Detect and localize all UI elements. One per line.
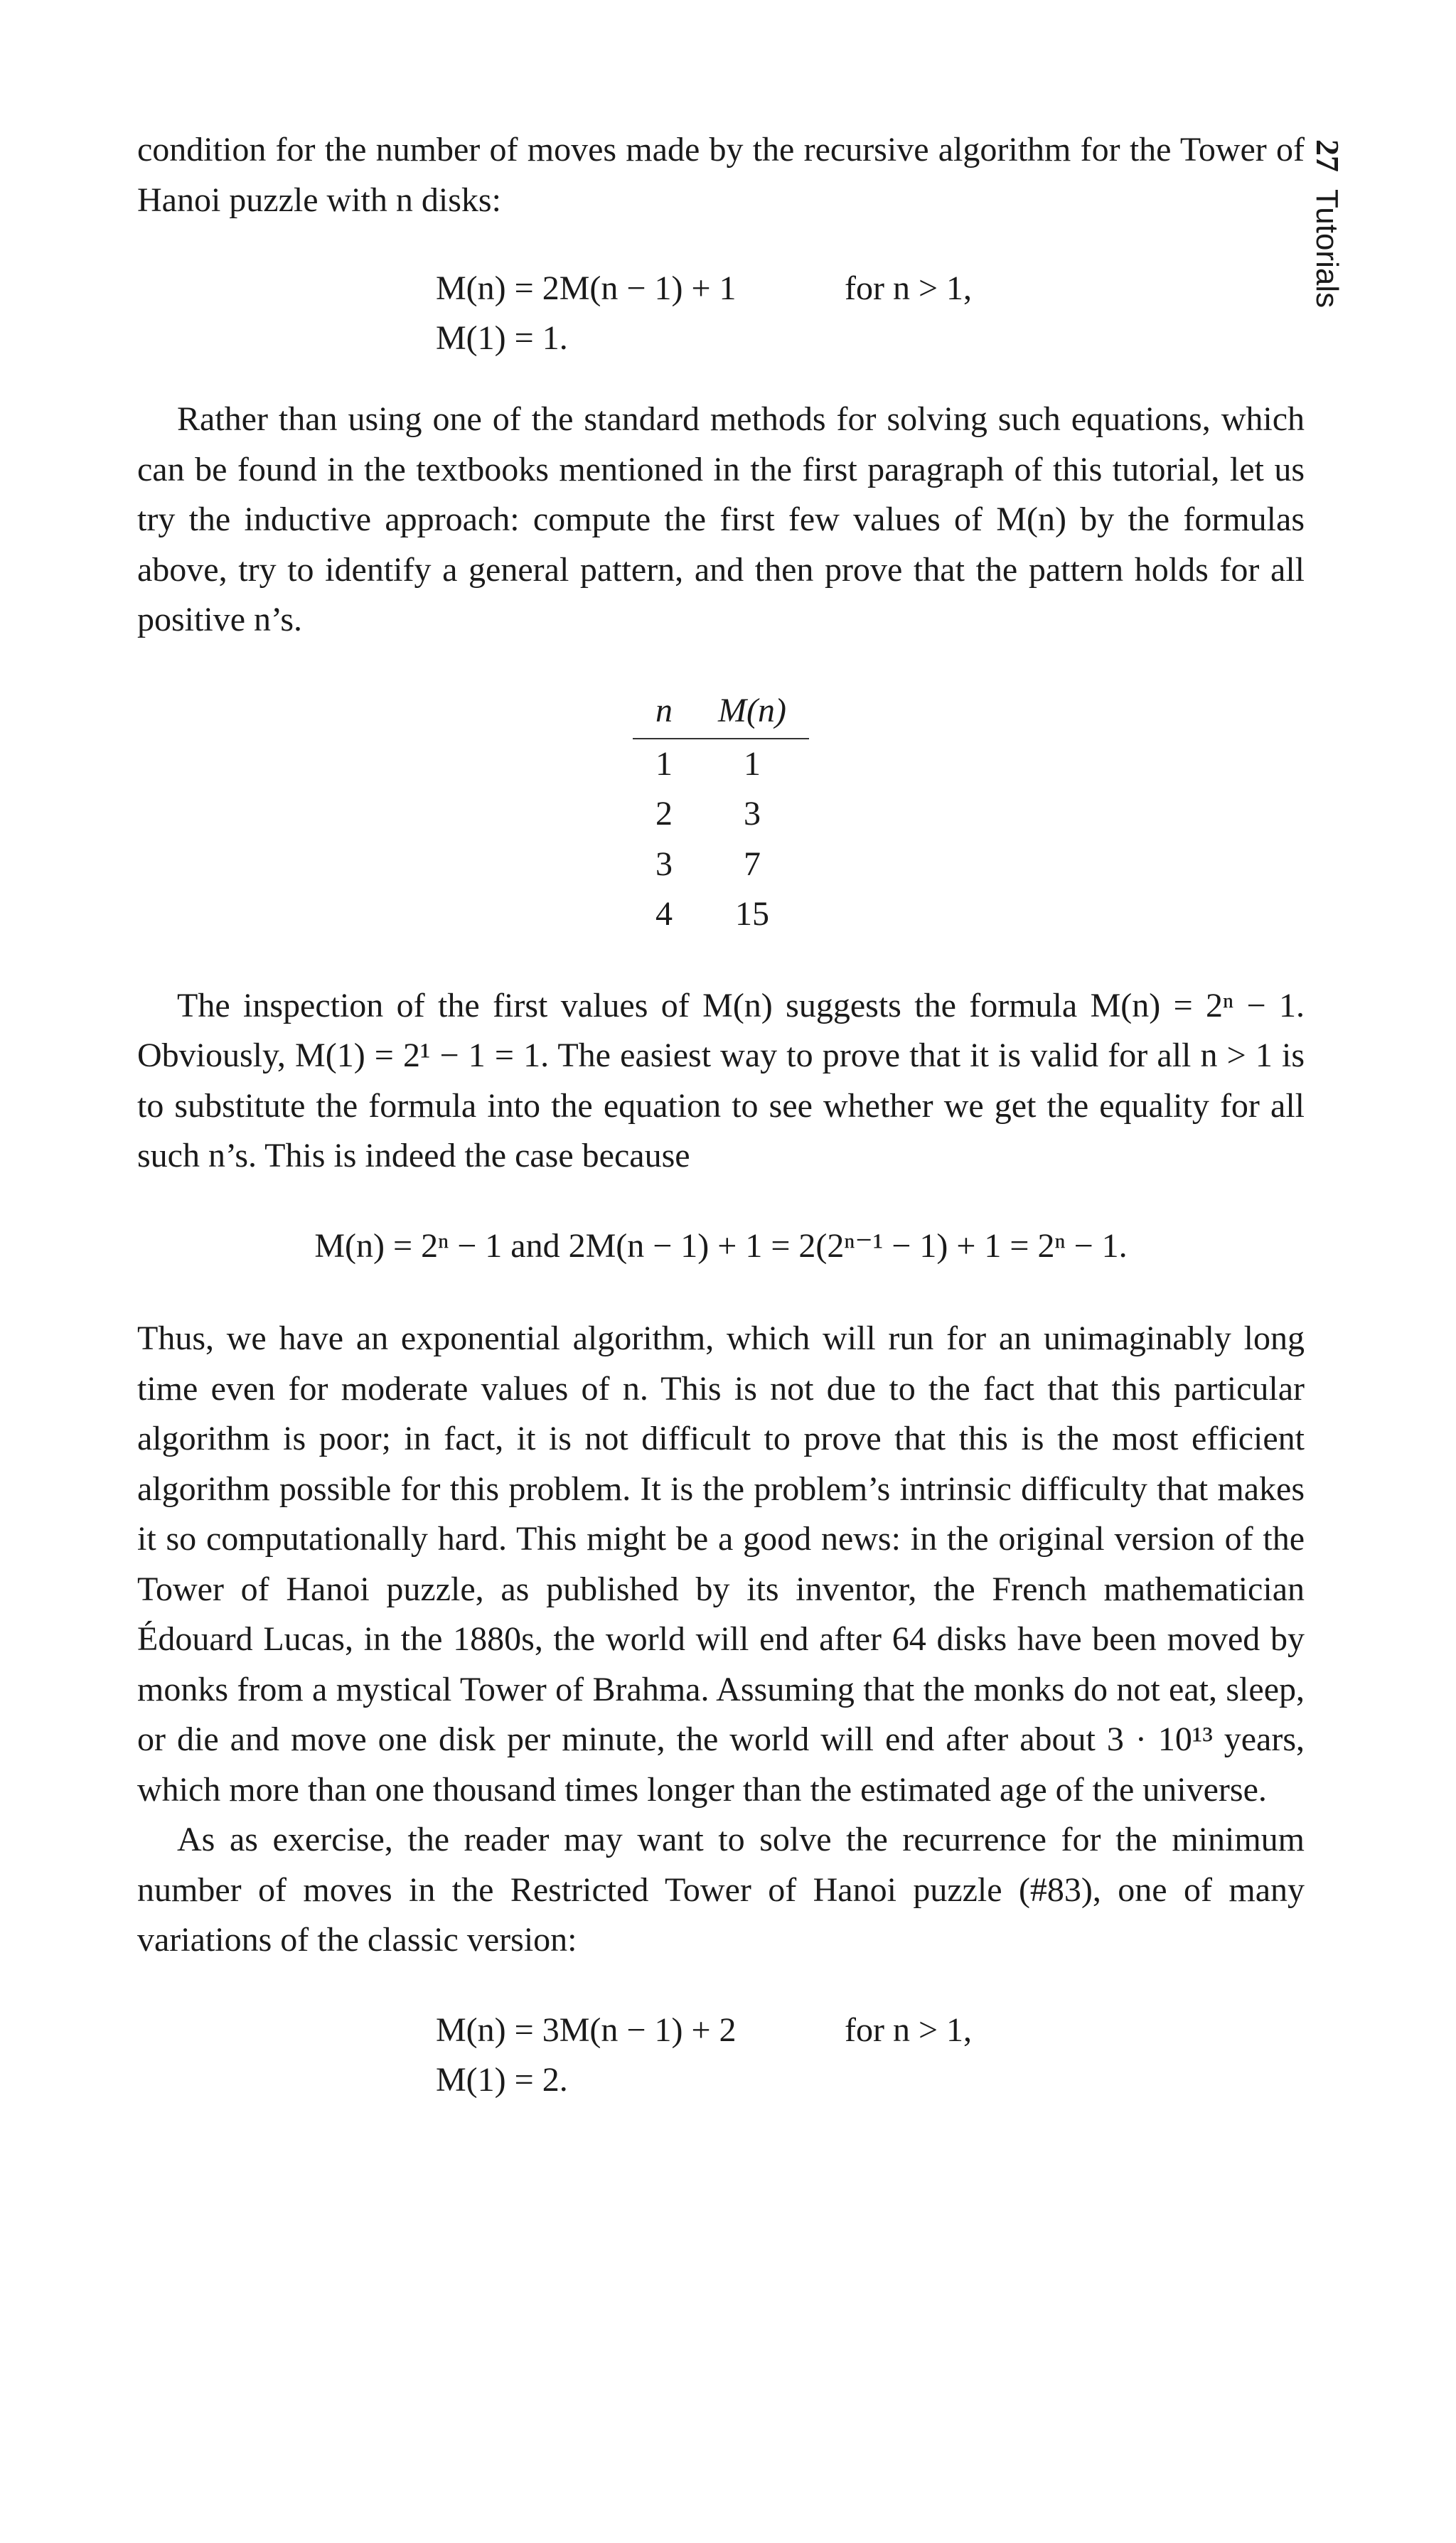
table-row — [633, 739, 809, 790]
table-cell: 3 — [655, 845, 673, 883]
table-cell: 7 — [743, 845, 761, 883]
equation-line: M(1) = 2. — [436, 2060, 568, 2099]
table-cell: 4 — [655, 895, 673, 933]
table-row — [633, 889, 809, 940]
section-title: Tutorials — [1310, 189, 1344, 309]
recurrence-equation-1 — [137, 225, 1305, 395]
table-row — [633, 840, 809, 890]
table-cell: 2 — [655, 795, 673, 833]
table-cell: 1 — [743, 744, 761, 783]
paragraph-exercise: As as exercise, the reader may want to solve the recurrence for the minimum number of moves in the Restricted Tower of Hanoi puzzle (#83), one of many variations of the classic version: — [137, 1821, 1305, 1959]
running-head — [1311, 139, 1344, 308]
equation-line: M(n) = 2M(n − 1) + 1 — [436, 269, 737, 307]
values-table — [633, 685, 809, 940]
recurrence-equation-2 — [137, 1966, 1305, 2136]
table-header-mn: M(n) — [695, 685, 809, 739]
values-table-wrapper — [137, 646, 1305, 981]
table-header-n: n — [633, 685, 695, 739]
verification-equation: M(n) = 2ⁿ − 1 and 2M(n − 1) + 1 = 2(2ⁿ⁻¹ − 1) + 1 = 2ⁿ − 1. — [314, 1226, 1128, 1265]
paragraph-intro: condition for the number of moves made by the recursive algorithm for the Tower of Hanoi puzzle with n disks: — [137, 131, 1305, 219]
equation-line: M(1) = 1. — [436, 319, 568, 357]
paragraph-exponential: Thus, we have an exponential algorithm, which will run for an unimaginably long time even for moderate values of n. This is not due to the fact that this particular algorithm is poor; in fact, it is not difficult to prove that this is the most efficient algorithm possible for this problem. It is the problem’s intrinsic difficulty that makes it so computationally hard. This might be a good news: in the original version of the Tower of Hanoi puzzle, as published by its inventor, the French mathematician Édouard Lucas, in the 1880s, the world will end after 64 disks have been moved by monks from a mystical Tower of Brahma. Assuming that the monks do not eat, sleep, or die and move one disk per minute, the world will end after about 3 · 10¹³ years, which more than one thousand times longer than the estimated age of the universe. — [137, 1319, 1305, 1809]
equation-line: M(n) = 3M(n − 1) + 2 — [436, 2011, 737, 2049]
equation-condition: for n > 1, — [845, 2011, 973, 2049]
table-cell: 1 — [655, 744, 673, 783]
table-row — [633, 789, 809, 840]
page-number: 27 — [1310, 139, 1346, 172]
table-header-row — [633, 685, 809, 739]
table-cell: 15 — [734, 895, 769, 933]
table-cell: 3 — [743, 795, 761, 833]
equation-condition: for n > 1, — [845, 269, 973, 307]
paragraph-inductive-approach: Rather than using one of the standard methods for solving such equations, which can be found in the textbooks mentioned in the first paragraph of this tutorial, let us try the inductive approach: compute the first few values of M(n) by the formulas above, try to identify a general pattern, and then prove that the pattern holds for all positive n’s. — [137, 400, 1305, 638]
text-column — [137, 125, 1305, 2136]
paragraph-inspection: The inspection of the first values of M(n) suggests the formula M(n) = 2ⁿ − 1. Obviously, M(1) = 2¹ − 1 = 1. The easiest way to prove that it is valid for all n > 1 is to substitute the formula into the equation to see whether we get the equality for all such n’s. This is indeed the case because — [137, 986, 1305, 1174]
